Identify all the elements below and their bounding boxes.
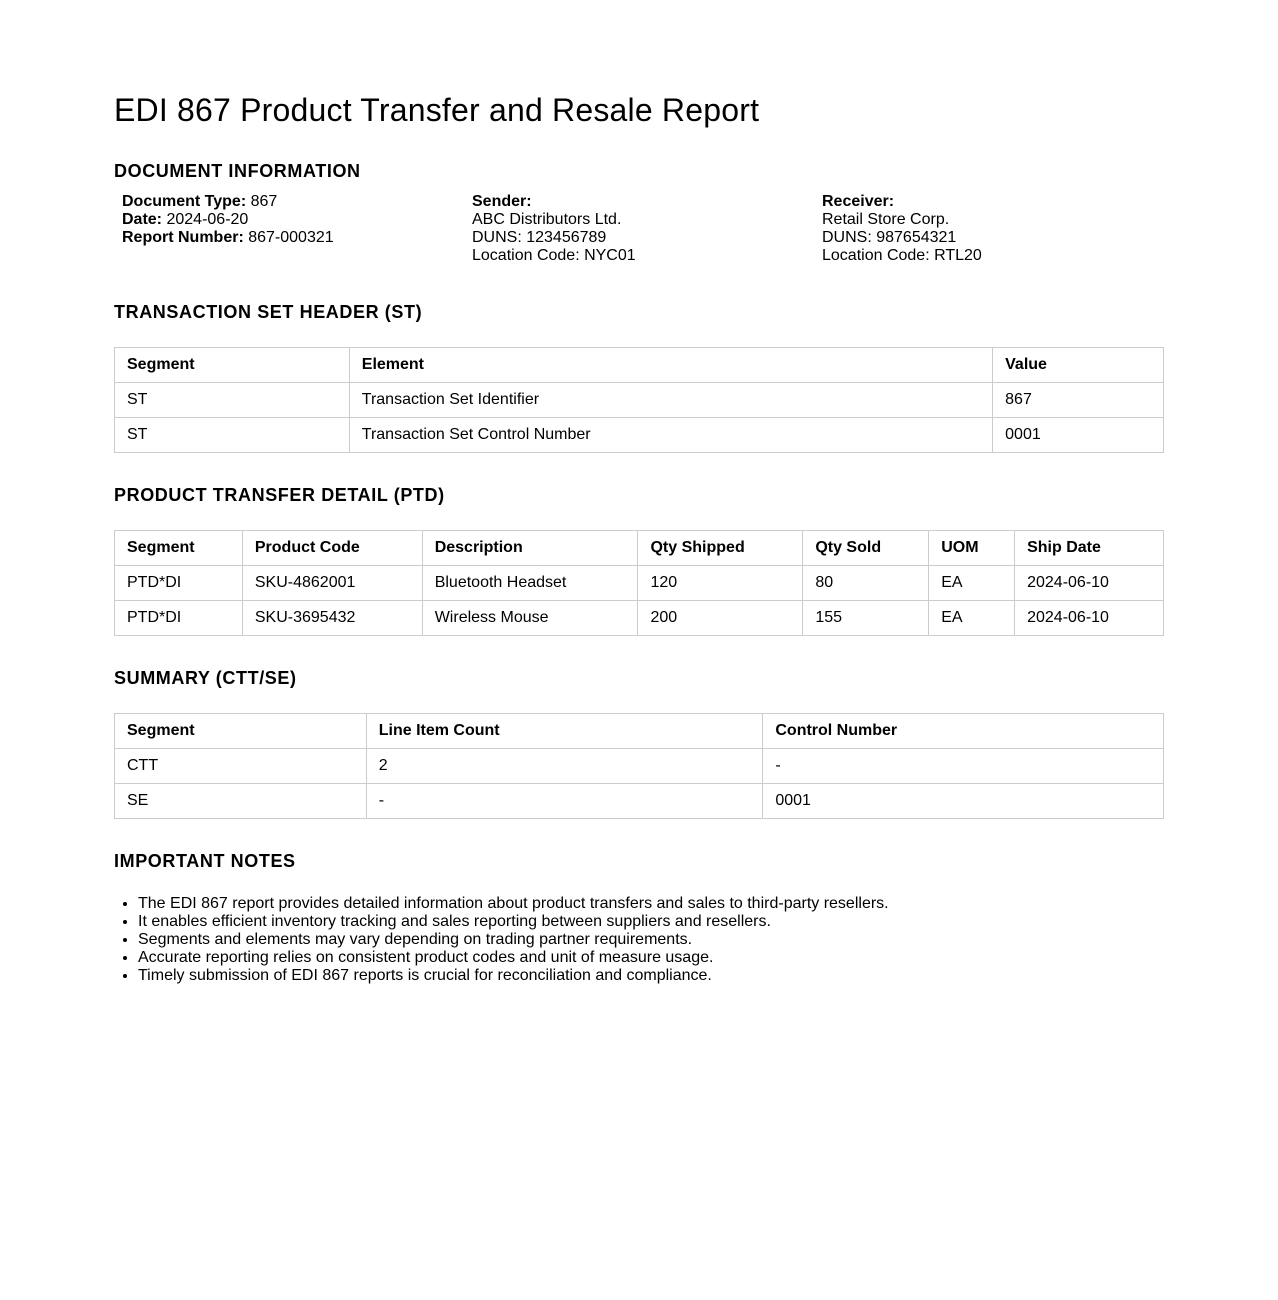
table-cell: 0001 [993,418,1164,453]
report-number [122,229,334,247]
table-row [115,566,1164,601]
table-cell: Wireless Mouse [422,601,638,636]
table-cell: EA [929,601,1015,636]
sender-label: Sender: [472,193,532,210]
sender-location: Location Code: NYC01 [472,247,636,264]
table-cell: 0001 [763,784,1164,819]
table-cell: SKU-4862001 [242,566,422,601]
table-cell: Bluetooth Headset [422,566,638,601]
column-header: Value [993,348,1164,383]
table-header-row [115,348,1164,383]
document-type-label: Document Type: [122,193,247,210]
table-cell: Transaction Set Identifier [349,383,992,418]
table-cell: 2024-06-10 [1015,566,1164,601]
receiver-location: Location Code: RTL20 [822,247,982,264]
document-date [122,211,334,229]
list-item: • It enables efficient inventory tracking and sales reporting between suppliers and resellers. [138,913,889,931]
table-cell: 2 [366,749,763,784]
table-row [115,418,1164,453]
column-header: Line Item Count [366,714,763,749]
table-header-row [115,531,1164,566]
table-cell: Transaction Set Control Number [349,418,992,453]
receiver-name: Retail Store Corp. [822,211,950,228]
document-type [122,193,334,211]
report-number-label: Report Number: [122,229,244,246]
column-header: UOM [929,531,1015,566]
table-row [115,601,1164,636]
receiver-duns: DUNS: 987654321 [822,229,957,246]
column-header: Element [349,348,992,383]
summary-section-heading: SUMMARY (CTT/SE) [114,668,297,688]
summary-table [114,713,1164,819]
report-number-value: 867-000321 [248,229,334,246]
notes-section-heading: IMPORTANT NOTES [114,851,296,871]
date-label: Date: [122,211,163,228]
table-cell: PTD*DI [115,566,243,601]
ptd-section-heading: PRODUCT TRANSFER DETAIL (PTD) [114,485,445,505]
table-cell: ST [115,418,350,453]
column-header: Ship Date [1015,531,1164,566]
receiver-label: Receiver: [822,193,895,210]
column-header: Segment [115,714,367,749]
table-cell: SKU-3695432 [242,601,422,636]
sender-block [472,193,636,265]
sender-duns: DUNS: 123456789 [472,229,607,246]
table-header-row [115,714,1164,749]
table-cell: 120 [638,566,803,601]
table-cell: ST [115,383,350,418]
ptd-table [114,530,1164,636]
list-item: • The EDI 867 report provides detailed information about product transfers and sales to third-party resellers. [138,895,889,913]
list-item: • Segments and elements may vary depending on trading partner requirements. [138,931,889,949]
st-table [114,347,1164,453]
receiver-block [822,193,982,265]
document-type-value: 867 [250,193,278,210]
table-cell: 867 [993,383,1164,418]
st-section-heading: TRANSACTION SET HEADER (ST) [114,302,423,322]
document-info-heading: DOCUMENT INFORMATION [114,161,361,181]
list-item: • Accurate reporting relies on consistent product codes and unit of measure usage. [138,949,889,967]
table-cell: SE [115,784,367,819]
document-details [122,193,334,247]
table-cell: 155 [803,601,929,636]
table-cell: - [763,749,1164,784]
column-header: Description [422,531,638,566]
table-row [115,784,1164,819]
table-cell: EA [929,566,1015,601]
table-cell: 200 [638,601,803,636]
table-cell: 80 [803,566,929,601]
table-cell: PTD*DI [115,601,243,636]
page-title: EDI 867 Product Transfer and Resale Report [114,92,760,128]
column-header: Control Number [763,714,1164,749]
notes-list [114,895,889,985]
column-header: Segment [115,531,243,566]
sender-name: ABC Distributors Ltd. [472,211,622,228]
table-row [115,749,1164,784]
table-row [115,383,1164,418]
column-header: Qty Sold [803,531,929,566]
table-cell: 2024-06-10 [1015,601,1164,636]
column-header: Qty Shipped [638,531,803,566]
column-header: Segment [115,348,350,383]
list-item: • Timely submission of EDI 867 reports is crucial for reconciliation and compliance. [138,967,889,985]
column-header: Product Code [242,531,422,566]
table-cell: - [366,784,763,819]
table-cell: CTT [115,749,367,784]
date-value: 2024-06-20 [166,211,249,228]
